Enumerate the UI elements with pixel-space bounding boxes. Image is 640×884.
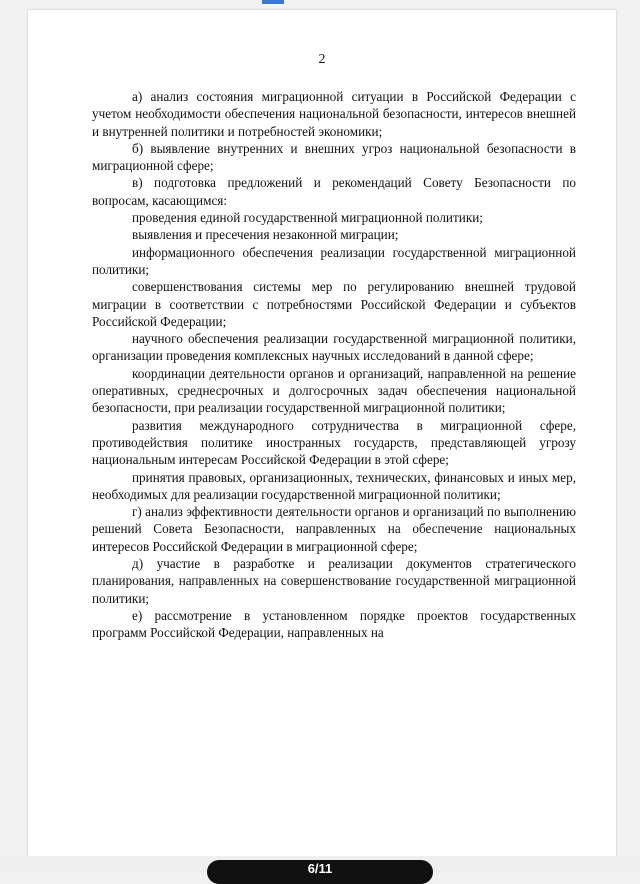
paragraph-item: выявления и пресечения незаконной миграции; [132, 227, 399, 243]
paragraph-item: развития международного сотрудничества в миграционной сфере, противодействия политике иностранных государств, представляющей угрозу национальным интересам Российской Федерации в этой сфере; [92, 417, 576, 468]
paragraph-v: в) подготовка предложений и рекомендаций Совету Безопасности по вопросам, касающимся: [92, 175, 576, 208]
document-page [28, 10, 616, 858]
paragraph-item: совершенствования системы мер по регулированию внешней трудовой миграции в соответствии с потребностями Российской Федерации и субъектов Российской Федерации; [92, 279, 576, 329]
paragraph-e: е) рассмотрение в установленном порядке проектов государственных программ Российской Федерации, направленных на [92, 607, 576, 641]
page-number: 2 [318, 52, 326, 67]
paragraph-a: а) анализ состояния миграционной ситуации в Российской Федерации с учетом необходимости обеспечения национальной безопасности, интересов внешней и внутренней политики и потребностей экономики; [92, 89, 576, 139]
paragraph-item: научного обеспечения реализации государственной миграционной политики, организации проведения комплексных научных исследований в данной сфере; [92, 331, 576, 364]
paragraph-item: информационного обеспечения реализации государственной миграционной политики; [92, 244, 576, 277]
document-body [92, 88, 576, 642]
paragraph-item: принятия правовых, организационных, технических, финансовых и иных мер, необходимых для реализации государственной миграционной политики; [92, 469, 576, 502]
scroll-indicator [262, 0, 284, 4]
paragraph-g: г) анализ эффективности деятельности органов и организаций по выполнению решений Совета Безопасности, направленных на обеспечение национальных интересов Российской Федерации в миграционной сфере; [92, 504, 576, 554]
page-counter[interactable]: 6/11 [207, 860, 433, 884]
paragraph-item: проведения единой государственной миграционной политики; [132, 210, 483, 226]
paragraph-b: б) выявление внутренних и внешних угроз национальной безопасности в миграционной сфере; [92, 140, 576, 174]
paragraph-item: координации деятельности органов и организаций, направленной на решение оперативных, среднесрочных и долгосрочных задач обеспечения национальной безопасности, при реализации государственной миграционной политики; [92, 365, 576, 416]
paragraph-d: д) участие в разработке и реализации документов стратегического планирования, направленных на совершенствование государственной миграционной политики; [92, 556, 576, 606]
